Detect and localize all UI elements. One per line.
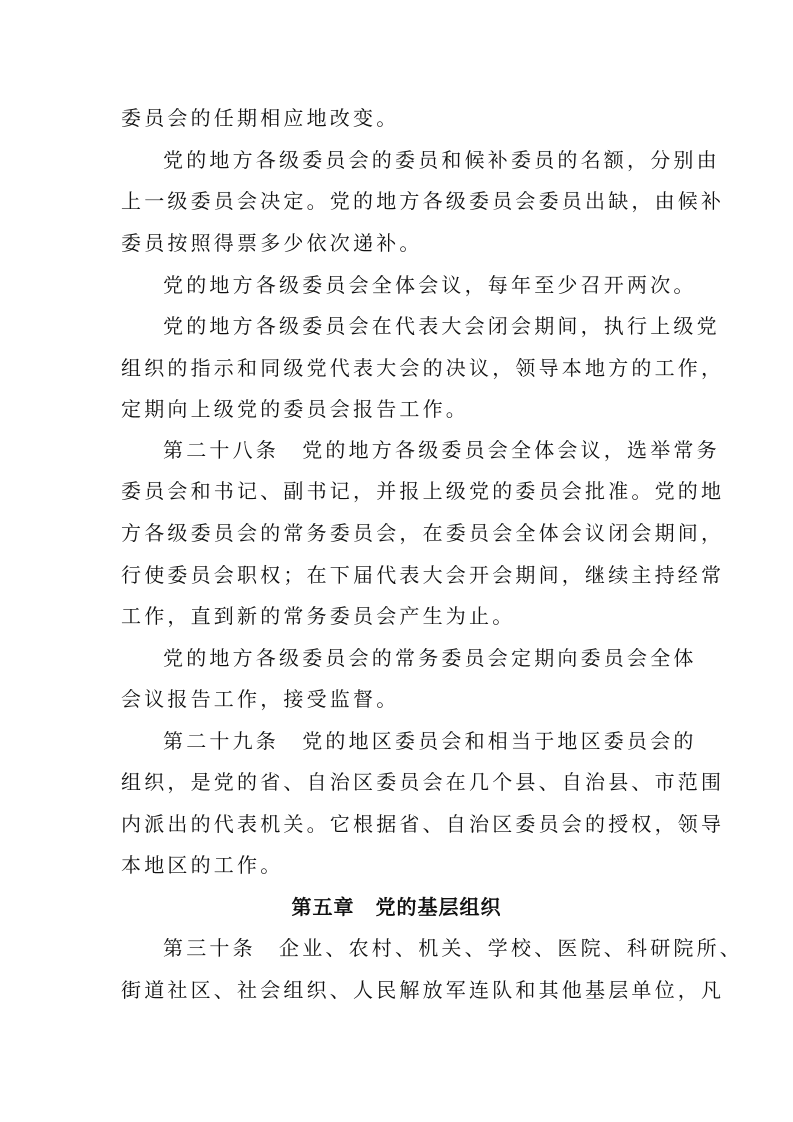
text-line: 组织，是党的省、自治区委员会在几个县、自治县、市范围 [121, 770, 725, 794]
text-line: 工作，直到新的常务委员会产生为止。 [121, 604, 516, 628]
text-line: 党的地方各级委员会在代表大会闭会期间，执行上级党 [163, 314, 720, 338]
text-line: 定期向上级党的委员会报告工作。 [121, 397, 469, 421]
text-line: 委员会和书记、副书记，并报上级党的委员会批准。党的地 [121, 479, 725, 503]
article-28-line: 第二十八条 党的地方各级委员会全体会议，选举常务 [163, 438, 720, 462]
text-line: 街道社区、社会组织、人民解放军连队和其他基层单位，凡 [121, 978, 725, 1002]
text-line: 党的地方各级委员会全体会议，每年至少召开两次。 [163, 273, 697, 297]
text-line: 党的地方各级委员会的委员和候补委员的名额，分别由 [163, 148, 720, 172]
text-line: 组织的指示和同级党代表大会的决议，领导本地方的工作， [121, 356, 725, 380]
text-line: 党的地方各级委员会的常务委员会定期向委员会全体 [163, 646, 697, 670]
chapter-heading: 第五章 党的基层组织 [291, 895, 502, 919]
text-line: 委员会的任期相应地改变。 [121, 106, 400, 130]
text-line: 内派出的代表机关。它根据省、自治区委员会的授权，领导 [121, 812, 725, 836]
text-line: 委员按照得票多少依次递补。 [121, 231, 423, 255]
text-line: 行使委员会职权；在下届代表大会开会期间，继续主持经常 [121, 563, 725, 587]
text-line: 上一级委员会决定。党的地方各级委员会委员出缺，由候补 [121, 189, 725, 213]
text-line: 本地区的工作。 [121, 853, 284, 877]
article-30-line: 第三十条 企业、农村、机关、学校、医院、科研院所、 [163, 936, 743, 960]
text-line: 方各级委员会的常务委员会，在委员会全体会议闭会期间， [121, 521, 725, 545]
text-line: 会议报告工作，接受监督。 [121, 687, 400, 711]
article-29-line: 第二十九条 党的地区委员会和相当于地区委员会的 [163, 729, 697, 753]
